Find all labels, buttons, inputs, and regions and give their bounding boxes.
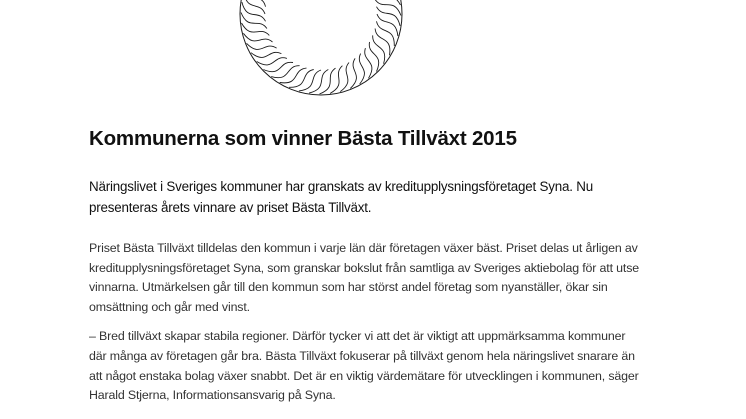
- seal-wave-line: [373, 0, 401, 5]
- seal-wave-line: [242, 2, 266, 21]
- seal-wave-line: [271, 66, 299, 78]
- seal-wave-line: [280, 68, 307, 83]
- lead-line: Näringslivet i Sveriges kommuner har granskats av kreditupplysningsföretaget Syna. Nu: [89, 179, 593, 194]
- seal-wave-line: [365, 48, 372, 78]
- seal-wave-line: [242, 23, 270, 35]
- seal-wave-line: [247, 43, 277, 49]
- seal-wave-line: [359, 54, 364, 84]
- seal-wave-line: [309, 70, 328, 94]
- seal-wave-line: [289, 70, 314, 88]
- paragraph-line: kreditupplysningsföretaget Syna, som granskar bokslut från samtliga av Sveriges aktiebolag för att utse: [89, 260, 639, 275]
- seal-wave-line: [257, 58, 287, 65]
- award-seal-icon: [0, 0, 746, 100]
- seal-wave-line: [373, 35, 385, 63]
- article-lead: [89, 176, 689, 218]
- seal-wave-line: [299, 70, 321, 91]
- seal-wave-line: [377, 7, 401, 26]
- seal-wave-line: [330, 66, 342, 94]
- body-paragraph: [89, 239, 689, 317]
- paragraph-line: omsättning och går med vinst.: [89, 299, 250, 314]
- paragraph-line: Harald Stjerna, Informationsansvarig på Syna.: [89, 388, 336, 403]
- seal-wave-line: [377, 14, 398, 36]
- lead-line: presenteras årets vinnare av priset Bästa Tillväxt.: [89, 200, 372, 215]
- paragraph-line: att något enstaka bolag växer snabbt. Det är en viktig värdemätare för utvecklingen i kommunen, säger: [89, 368, 639, 383]
- seal-wave-line: [377, 21, 395, 46]
- seal-wave-line: [263, 62, 293, 71]
- article: [89, 127, 689, 406]
- article-headline: Kommunerna som vinner Bästa Tillväxt 2015: [89, 127, 517, 150]
- paragraph-line: Priset Bästa Tillväxt tilldelas den kommun i varje län där företagen växer bäst. Priset delas ut årligen av: [89, 241, 638, 255]
- seal-wave-line: [248, 0, 266, 7]
- seal-wave-line: [369, 42, 378, 72]
- seal-wave-line: [251, 52, 281, 57]
- paragraph-line: där många av företagen går bra. Bästa Tillväxt fokuserar på tillväxt genom hela näringslivet snarare än: [89, 348, 635, 363]
- paragraph-line: – Bred tillväxt skapar stabila regioner. Därför tycker vi att det är viktigt att uppmärksamma kommuner: [89, 329, 626, 344]
- body-paragraph: [89, 327, 689, 405]
- seal-wave-line: [350, 58, 356, 88]
- paragraph-line: vinnarna. Utmärkelsen går till den kommun som har störst andel företag som nyanställer, ökar sin: [89, 280, 608, 295]
- seal-wave-line: [375, 29, 390, 56]
